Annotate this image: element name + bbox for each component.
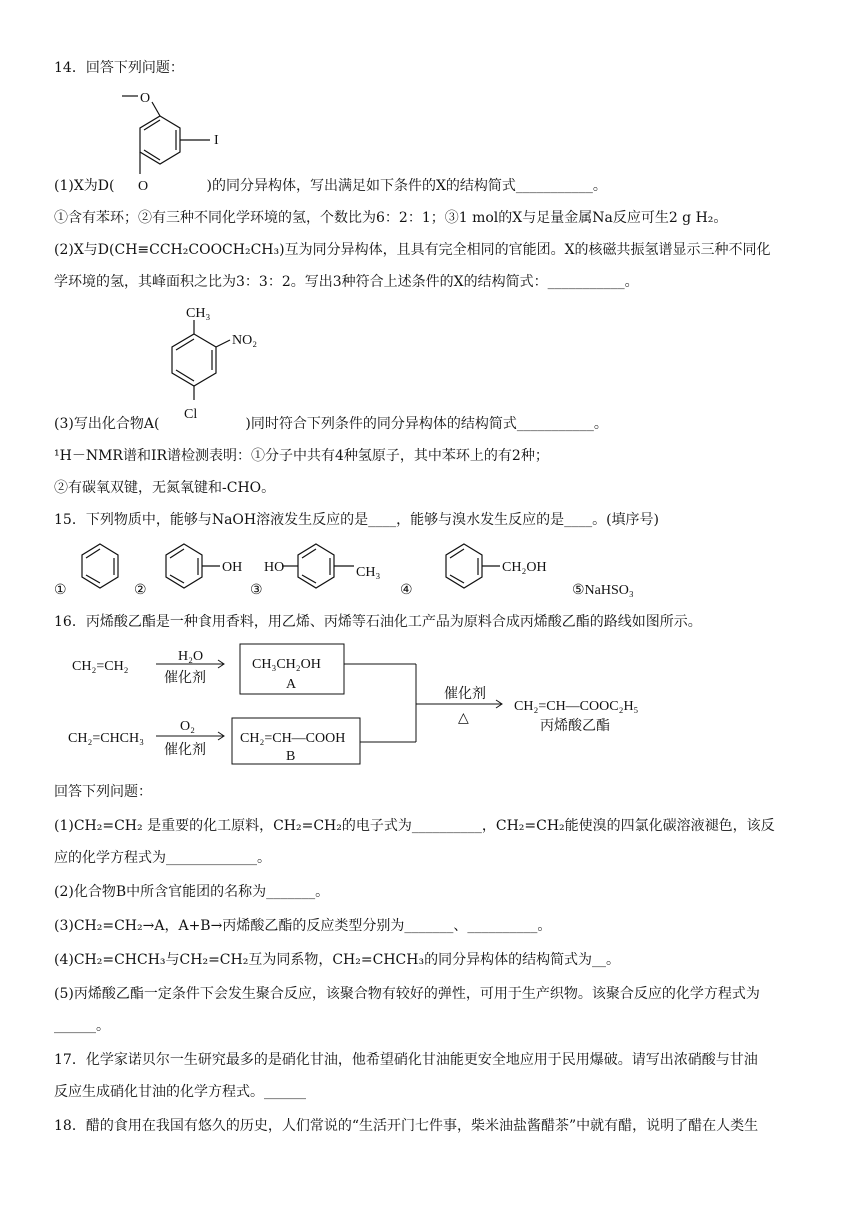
struct1-iodo: I: [214, 133, 219, 148]
q15-ch3: CH₃: [356, 565, 381, 580]
q17-line1: 17．化学家诺贝尔一生研究最多的是硝化甘油，他希望硝化甘油能更安全地应用于民用爆破。请写出浓硝酸与甘油: [54, 1052, 758, 1068]
q14-p3-cond2: ②有碳氧双键，无氮氧键和-CHO。: [54, 480, 276, 496]
q14-p2-line1: (2)X与D(CH≡CCH₂COOCH₂CH₃)互为同分异构体，且具有完全相同的官能团。X的核磁共振氢谱显示三种不同化: [54, 242, 771, 258]
q14-p3: [54, 414, 608, 434]
q14-p3-before: (3)写出化合物A(: [54, 416, 160, 432]
q15-opt5: ⑤NaHSO₃: [572, 583, 634, 598]
q15-ho: HO: [264, 560, 285, 575]
q15-ch2oh: CH₂OH: [502, 560, 547, 575]
scheme-cat2: 催化剂: [164, 743, 206, 758]
q15-opt2: ②: [134, 583, 147, 598]
q16-p5-line2: ______。: [54, 1018, 110, 1034]
q18-line1: 18．醋的食用在我国有悠久的历史，人们常说的“生活开门七件事，柴米油盐酱醋茶”中就有醋，说明了醋在人类生: [54, 1118, 759, 1134]
q15-opt3: ③: [250, 583, 263, 598]
scheme-cat1: 催化剂: [164, 671, 206, 686]
q16-p4: (4)CH₂=CHCH₃与CH₂=CH₂互为同系物，CH₂=CHCH₃的同分异构体的结构简式为__。: [54, 952, 621, 968]
q15-opt1: ①: [54, 583, 67, 598]
struct1-o-bottom: O: [138, 179, 149, 194]
q14-p1-after: )的同分异构体，写出满足如下条件的X的结构简式___________。: [206, 178, 607, 194]
scheme-ethene: CH₂=CH₂: [72, 659, 129, 674]
q16-title: 16．丙烯酸乙酯是一种食用香料，用乙烯、丙烯等石油化工产品为原料合成丙烯酸乙酯的路线如图所示。: [54, 614, 702, 630]
q16-p5-line1: (5)丙烯酸乙酯一定条件下会发生聚合反应，该聚合物有较好的弹性，可用于生产织物。该聚合反应的化学方程式为: [54, 986, 760, 1002]
scheme-label-b: B: [286, 749, 296, 764]
scheme-product-name: 丙烯酸乙酯: [540, 719, 610, 734]
q14-p2-line2: 学环境的氢，其峰面积之比为3：3：2。写出3种符合上述条件的X的结构简式：___________。: [54, 274, 639, 290]
struct2-cl: Cl: [184, 407, 198, 422]
scheme-label-a: A: [286, 677, 297, 692]
struct2-ch3: CH₃: [186, 306, 211, 321]
q15-title: 15．下列物质中，能够与NaOH溶液发生反应的是____，能够与溴水发生反应的是____。(填序号): [54, 512, 660, 528]
scheme-product: CH₂=CH—COOC₂H₅: [514, 699, 639, 714]
q15-oh: OH: [222, 560, 243, 575]
q16-p3: (3)CH₂=CH₂→A，A+B→丙烯酸乙酯的反应类型分别为_______、__________。: [54, 918, 552, 934]
q14-p1-conditions: ①含有苯环；②有三种不同化学环境的氢，个数比为6：2：1；③1 mol的X与足量金属Na反应可生2 g H₂。: [54, 210, 728, 226]
q15-structures: [54, 538, 674, 600]
q14-p1: [54, 176, 607, 196]
q16-p2: (2)化合物B中所含官能团的名称为_______。: [54, 884, 330, 900]
scheme-heat: △: [458, 711, 469, 726]
q14-p3-cond1: ¹H－NMR谱和IR谱检测表明：①分子中共有4种氢原子，其中苯环上的有2种；: [54, 448, 549, 464]
q14-p3-after: )同时符合下列条件的同分异构体的结构简式___________。: [245, 416, 608, 432]
q14-p1-before: (1)X为D(: [54, 178, 115, 194]
q15-opt4: ④: [400, 583, 413, 598]
struct2-no2: NO₂: [232, 333, 258, 348]
structure-chloro-nitrotoluene: [150, 300, 280, 430]
scheme-cat3: 催化剂: [444, 687, 486, 702]
q16-answer-intro: 回答下列问题：: [54, 784, 152, 800]
scheme-propene: CH₂=CHCH₃: [68, 731, 145, 746]
scheme-ethanol: CH₃CH₂OH: [252, 657, 321, 672]
q17-line2: 反应生成硝化甘油的化学方程式。______: [54, 1084, 306, 1100]
q16-p1-line1: (1)CH₂=CH₂ 是重要的化工原料，CH₂=CH₂的电子式为__________，CH₂=CH₂能使溴的四氯化碳溶液褪色，该反: [54, 818, 775, 834]
q14-title: 14．回答下列问题：: [54, 60, 184, 76]
scheme-acrylic-acid: CH₂=CH—COOH: [240, 731, 346, 746]
synthesis-scheme: [54, 640, 694, 770]
struct1-o-top: O: [140, 91, 151, 106]
scheme-h2o: H₂O: [178, 649, 204, 664]
scheme-o2: O₂: [180, 719, 195, 734]
q16-p1-line2: 应的化学方程式为_____________。: [54, 850, 271, 866]
